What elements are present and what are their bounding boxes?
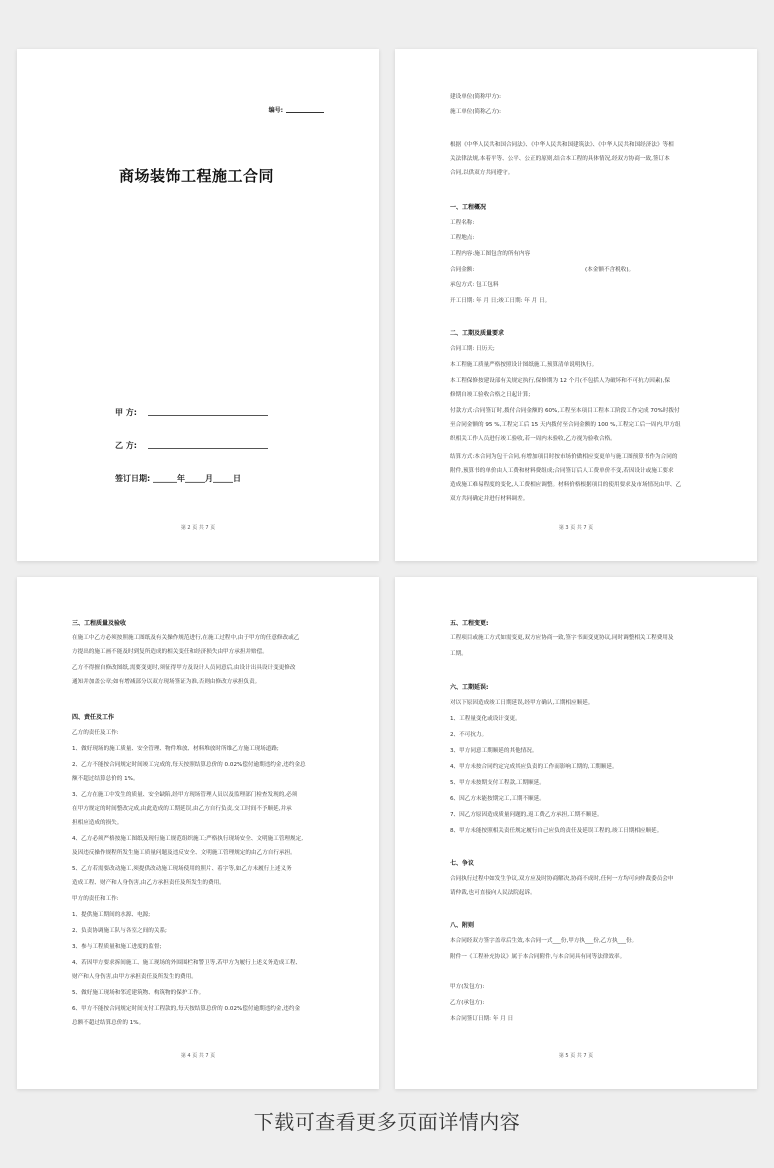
page-4 bbox=[395, 577, 757, 1089]
party-a-row bbox=[115, 407, 268, 418]
text-line: 合同金额: bbox=[450, 267, 475, 273]
party-b-label: 乙 方: bbox=[115, 441, 137, 450]
text-line: 额不超过结算总价的 1%。 bbox=[72, 776, 139, 782]
signing-line: 甲方(发包方): bbox=[450, 984, 485, 990]
page-cover bbox=[17, 49, 379, 561]
text-line: 双方共同确定并进行材料调差。 bbox=[450, 496, 529, 502]
text-line: 附件,预算书的单价由人工费和材料费组成;合同签订后人工费单价不变,若因设计或施工要求 bbox=[450, 468, 674, 474]
text-line: 修期自竣工验收合格之日起计算; bbox=[450, 392, 531, 398]
section-title: 四、责任及工作 bbox=[72, 714, 115, 721]
text-line: 3、甲方同意工期顺延的其他情况。 bbox=[450, 748, 538, 754]
text-line: 结算方式:本合同为包干合同,有增加项目时按市场价做相应变更单与施工图预算书作为合同的 bbox=[450, 454, 678, 460]
text-line: 1、工程量变化或设计变更。 bbox=[450, 716, 521, 722]
text-line: 3、乙方在施工中发生的质量、安全缺陷,经甲方现场管理人员以及监理部门检查发现的,必须 bbox=[72, 792, 298, 798]
text-line: 7、因乙方原因造成质量问题的,返工费乙方承担,工期不顺延。 bbox=[450, 812, 603, 818]
section-title: 六、工期延误: bbox=[450, 684, 489, 691]
text-line: 4、乙方必须严格按施工图纸及现行施工规范组织施工;严格执行现场安全、文明施工管理规定, bbox=[72, 836, 303, 842]
text-line: 开工日期: 年 月 日;竣工日期: 年 月 日。 bbox=[450, 298, 551, 304]
text-line: 2、负责协调施工队与各室之间的关系; bbox=[72, 928, 167, 934]
text-line: 财产和人身伤害,由甲方承担责任及所发生的费用。 bbox=[72, 974, 197, 980]
section-title: 二、工期及质量要求 bbox=[450, 330, 505, 337]
text-line: 合同,以供双方共同遵守。 bbox=[450, 170, 514, 176]
contract-title: 商场装饰工程施工合同 bbox=[119, 167, 275, 185]
text-line: 承包方式: 包工包料 bbox=[450, 282, 499, 288]
text-line: 工程内容:施工图包含的所有内容 bbox=[450, 251, 531, 257]
party-b-row bbox=[115, 440, 268, 451]
text-line: 施工单位(简称乙方): bbox=[450, 109, 501, 115]
page-footer: 第 2 页 共 7 页 bbox=[180, 525, 216, 531]
text-line: 方提出的施工画不能及时到复所造成的相关变任和经济损失由甲方承担并赔偿。 bbox=[72, 649, 268, 655]
serial-number bbox=[269, 105, 324, 114]
text-line: 2、不可抗力。 bbox=[450, 732, 488, 738]
signing-line: 本合同签订日期: 年 月 日 bbox=[450, 1016, 514, 1022]
section-title: 七、争议 bbox=[450, 860, 475, 867]
section-title: 五、工程变更: bbox=[450, 620, 489, 627]
text-line: 本工程施工质量严格按照设计图纸施工,预算清单说明执行。 bbox=[450, 362, 598, 368]
section-title: 三、工程质量及验收 bbox=[72, 620, 127, 627]
serial-blank bbox=[286, 112, 324, 113]
text-line: 1、提供施工期间的水源、电源; bbox=[72, 912, 151, 918]
text-line: 担相应造成的损失。 bbox=[72, 820, 123, 826]
text-line: 4、若因甲方要求拆间施工、施工现场的外围围栏和警卫等,若甲方为履行上述义务造成工程、 bbox=[72, 960, 302, 966]
text-line: 乙方不得擅自修改图纸,需要变更时,须征得甲方及设计人员同意后,由设计出具设计变更修改 bbox=[72, 665, 296, 671]
page-footer: 第 3 页 共 7 页 bbox=[558, 525, 594, 531]
text-line: 乙方的责任及工作: bbox=[72, 730, 119, 736]
text-line: 1、做好现场的施工质量、安全管理、物件堆放、材料堆放时所维乙方施工现场道路; bbox=[72, 746, 279, 752]
text-line: 4、甲方未按合同约定完成其应负责的工作而影响工期的,工期顺延。 bbox=[450, 764, 618, 770]
text-line: 对以下原因造成竣工日期延误,经甲方确认,工期相应顺延。 bbox=[450, 700, 594, 706]
text-line: 付款方式:合同签订时,拨付合同金额的 60%,工程至本项目工程本工阶段工作完成 70%时拨付 bbox=[450, 408, 680, 414]
text-line: 工程项目或施工方式如需变更,双方应协商一致,签字书面变更协议,同时调整相关工程费用及 bbox=[450, 635, 674, 641]
text-line: 8、甲方未能按照相关责任规定履行自己应负的责任及延误工程的,竣工日期相应顺延。 bbox=[450, 828, 663, 834]
section-title: 一、工程概况 bbox=[450, 204, 487, 211]
section-title: 八、附则 bbox=[450, 922, 475, 929]
text-line: 附件一《工程补充协议》属于本合同附件,与本合同具有同等法律效率。 bbox=[450, 954, 626, 960]
text-line: 关法律法规,本着平等、公平、公正的原则,结合本工程的具体情况,经双方协商一致,签订本 bbox=[450, 156, 670, 162]
text-line: 甲方的责任和工作: bbox=[72, 896, 119, 902]
text-line: 至合同金额的 95 %,工程完工后 15 天内拨付至合同金额的 100 %,工程完工后一周内,甲方组 bbox=[450, 422, 681, 428]
text-line: 5、做好施工现场和邻近建筑物、构筑物的保护工作。 bbox=[72, 990, 205, 996]
page-footer: 第 5 页 共 7 页 bbox=[558, 1053, 594, 1059]
text-line: 5、乙方若需要改动施工,须提供改动施工现场使用的照片、着字等,如乙方未履行上述义务 bbox=[72, 866, 292, 872]
party-a-blank bbox=[148, 415, 268, 416]
text-line: 及因违反操作规程所发生施工质量问题及违反安全、文明施工管理规定的由乙方自行承担。 bbox=[72, 850, 296, 856]
sign-date: 签订日期: ______年_____月_____日 bbox=[115, 474, 241, 483]
party-a-label: 甲 方: bbox=[115, 408, 137, 417]
serial-label: 编号: bbox=[268, 107, 283, 114]
text-line: 根据《中华人民共和国合同法》、《中华人民共和国建筑法》、《中华人民共和国经济法》等相 bbox=[450, 142, 674, 148]
text-line: 5、甲方未按期支付工程款,工期顺延。 bbox=[450, 780, 545, 786]
text-line: 3、参与工程质量和施工进度的监督; bbox=[72, 944, 162, 950]
text-line: 合同执行过程中如发生争议,双方应及时协商解决,协商不成时,任何一方均可向仲裁委员会申 bbox=[450, 876, 674, 882]
text-line: 在施工中乙方必须按照施工图纸及有关操作规范进行,在施工过程中,由于甲方的任意修改或乙 bbox=[72, 635, 300, 641]
text-line: 本合同经双方签字盖章后生效,本合同一式___份,甲方执___份,乙方执___份。 bbox=[450, 938, 638, 944]
text-line: 通知并加盖公章;如有增减部分以双方现场签证为准,否则由修改方承担负责。 bbox=[72, 679, 261, 685]
signing-line: 乙方(承包方): bbox=[450, 1000, 485, 1006]
text-line: 造成工程、财产和人身伤害,由乙方承担责任及所发生的费用。 bbox=[72, 880, 225, 886]
text-line: 在甲方规定的时间整改完成,由此造成的工期延误,由乙方自行负责,交工时间不予顺延,并承 bbox=[72, 806, 292, 812]
text-line: 2、乙方不能按合同规定时间竣工完成的,每天按照结算总价的 0.02%偿付逾期违约金,违约金总 bbox=[72, 762, 306, 768]
text-line: 6、因乙方未能按期完工,工期不顺延。 bbox=[450, 796, 545, 802]
text-line: 合同工期: 日历天; bbox=[450, 346, 495, 352]
text-line: 本工程保修按建设部有关规定执行,保修期为 12 个月(不包括人为破坏和不可抗力因素),保 bbox=[450, 378, 670, 384]
amount-note: (本金额不含税收)。 bbox=[585, 267, 635, 273]
text-line: 总额不超过结算总价的 1%。 bbox=[72, 1020, 145, 1026]
text-line: 织相关工作人员进行竣工验收,若一周内未验收,乙方视为验收合格。 bbox=[450, 436, 616, 442]
page-footer: 第 4 页 共 7 页 bbox=[180, 1053, 216, 1059]
text-line: 请仲裁,也可直接向人民法院起诉。 bbox=[450, 890, 536, 896]
party-b-blank bbox=[148, 448, 268, 449]
page-2 bbox=[395, 49, 757, 561]
text-line: 造成施工难易程度的变化,人工费相应调整。材料价格根据项目的使用要求及市场情况由甲、乙 bbox=[450, 482, 682, 488]
text-line: 建设单位(简称甲方): bbox=[450, 94, 501, 100]
download-caption[interactable]: 下载可查看更多页面详情内容 bbox=[253, 1110, 521, 1134]
text-line: 6、甲方不能按合同规定时间支付工程款的,每天按结算总价的 0.02%偿付逾期违约金,违约金 bbox=[72, 1006, 301, 1012]
text-line: 工程名称: bbox=[450, 220, 475, 226]
text-line: 工期。 bbox=[450, 651, 467, 657]
text-line: 工程地点: bbox=[450, 235, 475, 241]
page-3 bbox=[17, 577, 379, 1089]
